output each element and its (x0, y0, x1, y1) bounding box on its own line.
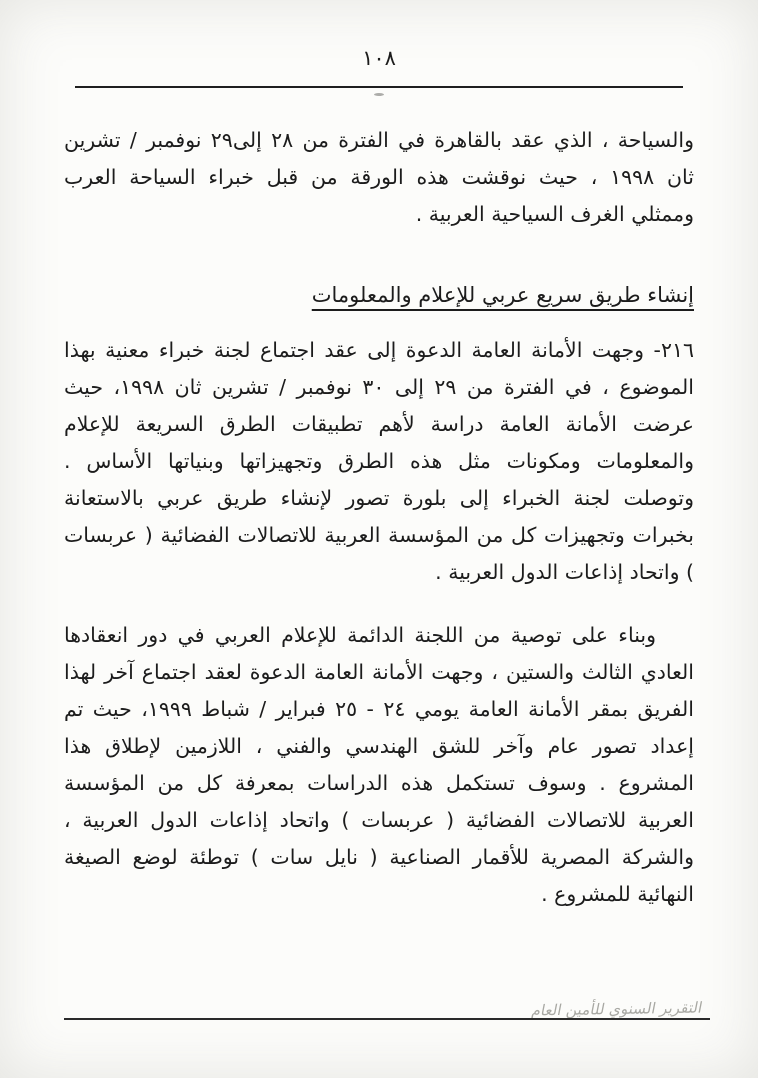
document-body (64, 122, 694, 913)
scan-artifact (374, 93, 384, 96)
section-heading: إنشاء طريق سريع عربي للإعلام والمعلومات (311, 283, 694, 307)
paragraph-continuation: والسياحة ، الذي عقد بالقاهرة في الفترة من ٢٨ إلى٢٩ نوفمبر / تشرين ثان ١٩٩٨ ، حيث نوقشت هذه الورقة من قبل خبراء السياحة العرب وممثلي الغرف السياحية العربية . (64, 128, 695, 226)
paragraph-216: ٢١٦- وجهت الأمانة العامة الدعوة إلى عقد اجتماع لجنة خبراء معنية بهذا الموضوع ، في الفترة من ٢٩ إلى ٣٠ نوفمبر / تشرين ثان ١٩٩٨، حيث عرضت الأمانة العامة دراسة لأهم تطبيقات الطرق السريعة للإعلام والمعلومات ومكونات مثل هذه الطرق وتجهيزاتها وبنياتها الأساس . وتوصلت لجنة الخبراء إلى بلورة تصور لإنشاء طريق عربي بالاستعانة بخبرات وتجهيزات كل من المؤسسة العربية للاتصالات الفضائية ( عربسات ) واتحاد إذاعات الدول العربية . (64, 338, 694, 584)
footer-handwritten-note: التقرير السنوي للأمين العام (530, 998, 705, 1020)
page-number: ١٠٨ (362, 46, 396, 70)
footer-divider (64, 1018, 710, 1020)
paragraph-follow-up: وبناء على توصية من اللجنة الدائمة للإعلام العربي في دور انعقادها العادي الثالث والستين ، وجهت الأمانة العامة الدعوة لعقد اجتماع آخر لهذا الفريق بمقر الأمانة العامة يومي ٢٤ - ٢٥ فبراير / شباط ١٩٩٩، حيث تم إعداد تصور عام وآخر للشق الهندسي والفني ، اللازمين لإطلاق هذا المشروع . وسوف تستكمل هذه الدراسات بمعرفة كل من المؤسسة العربية للاتصالات الفضائية ( عربسات ) واتحاد إذاعات الدول العربية ، والشركة المصرية للأقمار الصناعية ( نايل سات ) توطئة لوضع الصيغة النهائية للمشروع . (64, 623, 694, 906)
header-divider (75, 86, 683, 88)
page-footer (0, 988, 758, 1028)
